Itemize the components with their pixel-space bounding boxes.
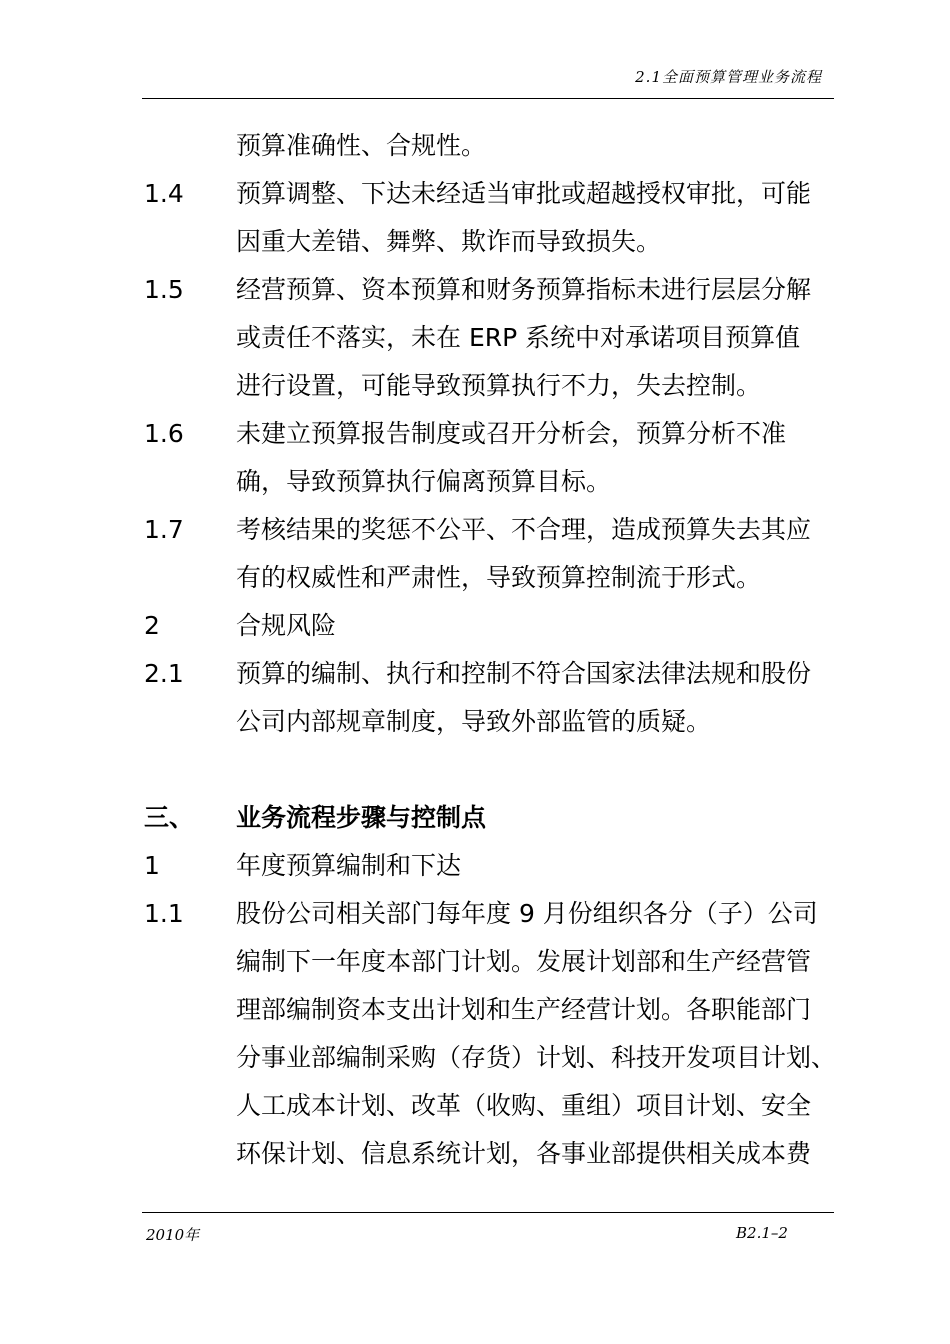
item-text: 合规风险	[236, 611, 337, 640]
paragraph-line	[0, 842, 950, 890]
page-header-title: 2.1全面预算管理业务流程	[635, 68, 822, 86]
section-number: 三、	[144, 803, 195, 832]
paragraph-line	[0, 410, 950, 458]
paragraph-line	[0, 314, 950, 362]
paragraph-line	[0, 650, 950, 698]
paragraph-line	[0, 1130, 950, 1178]
footer-divider	[142, 1212, 834, 1213]
section-spacer	[0, 746, 950, 794]
paragraph-line	[0, 122, 950, 170]
item-text: 或责任不落实，未在 ERP 系统中对承诺项目预算值	[236, 323, 801, 352]
paragraph-line	[0, 266, 950, 314]
item-text: 人工成本计划、改革（收购、重组）项目计划、安全	[236, 1091, 812, 1120]
item-text: 编制下一年度本部门计划。发展计划部和生产经营管	[236, 947, 812, 976]
item-text: 股份公司相关部门每年度 9 月份组织各分（子）公司	[236, 899, 818, 928]
item-text: 因重大差错、舞弊、欺诈而导致损失。	[236, 227, 662, 256]
header-divider	[142, 98, 834, 99]
paragraph-line	[0, 938, 950, 986]
item-text: 有的权威性和严肃性，导致预算控制流于形式。	[236, 563, 762, 592]
item-text: 考核结果的奖惩不公平、不合理，造成预算失去其应	[236, 515, 812, 544]
footer-page-number: B2.1–2	[736, 1224, 788, 1242]
item-number: 1.4	[144, 179, 184, 208]
item-number: 2.1	[144, 659, 184, 688]
item-text: 年度预算编制和下达	[236, 851, 462, 880]
footer-year: 2010年	[146, 1226, 200, 1244]
paragraph-line	[0, 458, 950, 506]
item-number: 1.7	[144, 515, 184, 544]
paragraph-line	[0, 506, 950, 554]
item-number: 1.5	[144, 275, 184, 304]
paragraph-line	[0, 1082, 950, 1130]
paragraph-line	[0, 362, 950, 410]
item-number: 2	[144, 611, 160, 640]
item-text: 预算准确性、合规性。	[236, 131, 487, 160]
item-text: 理部编制资本支出计划和生产经营计划。各职能部门	[236, 995, 812, 1024]
item-number: 1	[144, 851, 160, 880]
item-number: 1.1	[144, 899, 184, 928]
paragraph-line	[0, 1034, 950, 1082]
item-text: 分事业部编制采购（存货）计划、科技开发项目计划、	[236, 1043, 837, 1072]
paragraph-line	[0, 218, 950, 266]
item-text: 经营预算、资本预算和财务预算指标未进行层层分解	[236, 275, 812, 304]
item-text: 预算的编制、执行和控制不符合国家法律法规和股份	[236, 659, 812, 688]
paragraph-line	[0, 170, 950, 218]
item-number: 1.6	[144, 419, 184, 448]
paragraph-line	[0, 698, 950, 746]
section-title: 业务流程步骤与控制点	[236, 803, 487, 832]
paragraph-line	[0, 890, 950, 938]
item-text: 公司内部规章制度，导致外部监管的质疑。	[236, 707, 712, 736]
section-heading	[0, 794, 950, 842]
item-text: 未建立预算报告制度或召开分析会，预算分析不准	[236, 419, 787, 448]
paragraph-line	[0, 602, 950, 650]
item-text: 环保计划、信息系统计划，各事业部提供相关成本费	[236, 1139, 812, 1168]
document-body	[0, 122, 950, 1178]
item-text: 确，导致预算执行偏离预算目标。	[236, 467, 612, 496]
item-text: 进行设置，可能导致预算执行不力，失去控制。	[236, 371, 762, 400]
paragraph-line	[0, 554, 950, 602]
item-text: 预算调整、下达未经适当审批或超越授权审批，可能	[236, 179, 812, 208]
paragraph-line	[0, 986, 950, 1034]
